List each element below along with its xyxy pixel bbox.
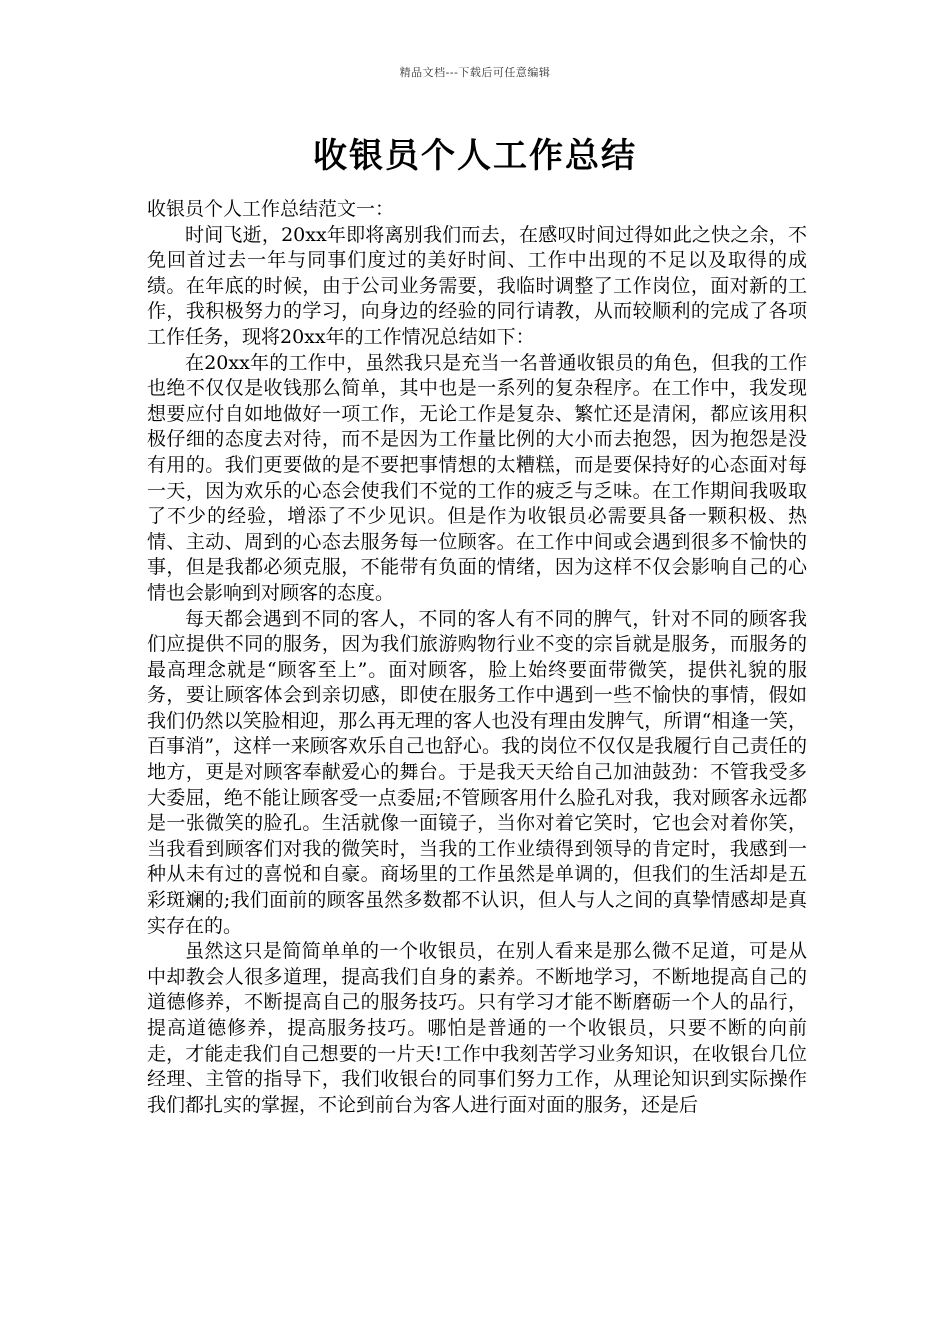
- paragraph: 每天都会遇到不同的客人，不同的客人有不同的脾气，针对不同的顾客我们应提供不同的服务，因为我们旅游购物行业不变的宗旨就是服务，而服务的最高理念就是“顾客至上”。面对顾客，脸上始终要面带微笑，提供礼貌的服务，要让顾客体会到亲切感，即使在服务工作中遇到一些不愉快的事情，假如我们仍然以笑脸相迎，那么再无理的客人也没有理由发脾气，所谓“相逢一笑，百事消”，这样一来顾客欢乐自己也舒心。我的岗位不仅仅是我履行自己责任的地方，更是对顾客奉献爱心的舞台。于是我天天给自己加油鼓劲：不管我受多大委屈，绝不能让顾客受一点委屈;不管顾客用什么脸孔对我，我对顾客永远都是一张微笑的脸孔。生活就像一面镜子，当你对着它笑时，它也会对着你笑，当我看到顾客们对我的微笑时，当我的工作业绩得到领导的肯定时，我感到一种从未有过的喜悦和自豪。商场里的工作虽然是单调的，但我们的生活却是五彩斑斓的;我们面前的顾客虽然多数都不认识，但人与人之间的真挚情感却是真实存在的。: [147, 607, 807, 937]
- paragraph: 虽然这只是简简单单的一个收银员，在别人看来是那么微不足道，可是从中却教会人很多道理，提高我们自身的素养。不断地学习，不断地提高自己的道德修养，不断提高自己的服务技巧。只有学习才能不断磨砺一个人的品行，提高道德修养，提高服务技巧。哪怕是普通的一个收银员，只要不断的向前走，才能走我们自己想要的一片天!工作中我刻苦学习业务知识，在收银台几位经理、主管的指导下，我们收银台的同事们努力工作，从理论知识到实际操作我们都扎实的掌握，不论到前台为客人进行面对面的服务，还是后: [147, 940, 807, 1116]
- document-body: [147, 197, 807, 1118]
- header-note: 精品文档---下载后可任意编辑: [399, 66, 551, 79]
- paragraph: 时间飞逝，20xx年即将离别我们而去，在感叹时间过得如此之快之余，不免回首过去一年与同事们度过的美好时间、工作中出现的不足以及取得的成绩。在年底的时候，由于公司业务需要，我临时调整了工作岗位，面对新的工作，我积极努力的学习，向身边的经验的同行请教，从而较顺利的完成了各项工作任务，现将20xx年的工作情况总结如下：: [147, 223, 807, 348]
- paragraph: 在20xx年的工作中，虽然我只是充当一名普通收银员的角色，但我的工作也绝不仅仅是收钱那么简单，其中也是一系列的复杂程序。在工作中，我发现想要应付自如地做好一项工作，无论工作是复杂、繁忙还是清闲，都应该用积极仔细的态度去对待，而不是因为工作量比例的大小而去抱怨，因为抱怨是没有用的。我们更要做的是不要把事情想的太糟糕，而是要保持好的心态面对每一天，因为欢乐的心态会使我们不觉的工作的疲乏与乏味。在工作期间我吸取了不少的经验，增添了不少见识。但是作为收银员必需要具备一颗积极、热情、主动、周到的心态去服务每一位顾客。在工作中间或会遇到很多不愉快的事，但是我都必须克服，不能带有负面的情绪，因为这样不仅会影响自己的心情也会影响到对顾客的态度。: [147, 351, 807, 604]
- document-title: 收银员个人工作总结: [313, 136, 637, 176]
- subtitle: 收银员个人工作总结范文一：: [147, 198, 395, 220]
